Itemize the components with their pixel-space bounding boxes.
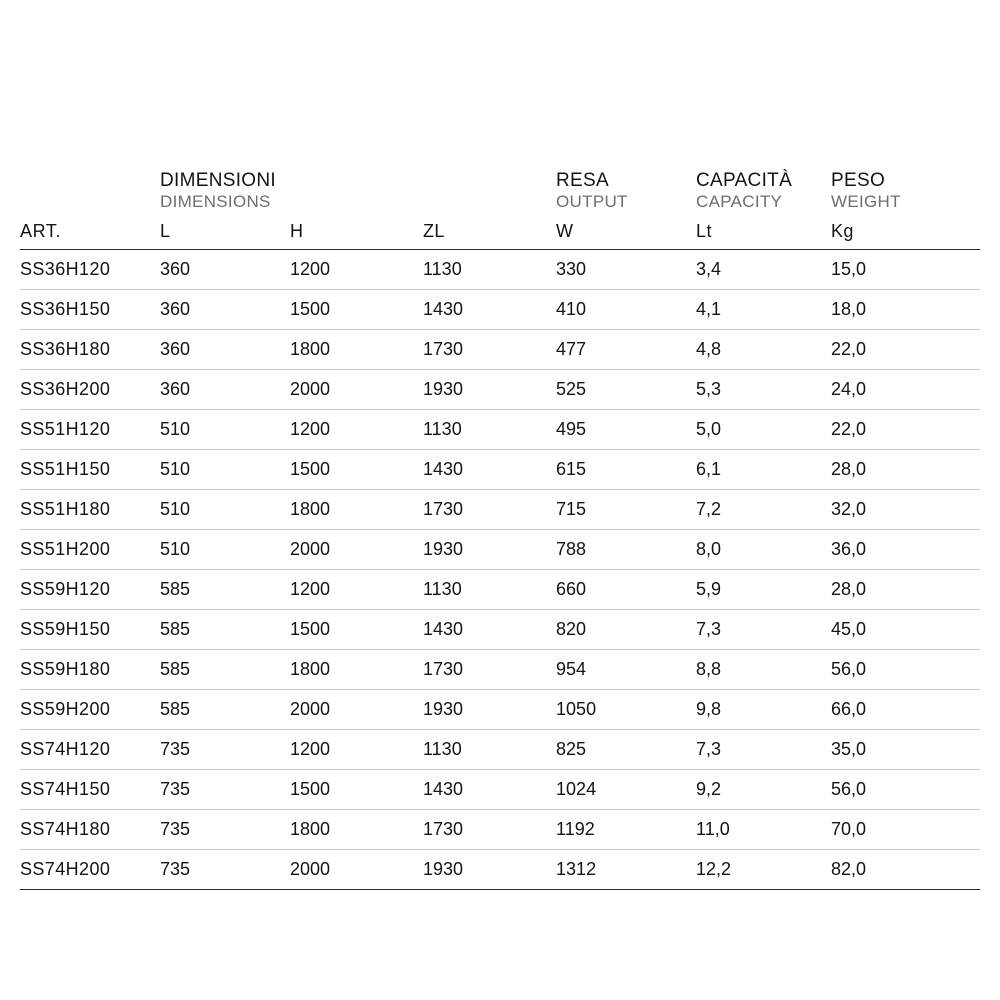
cell-h: 1800 <box>290 810 423 850</box>
cell-kg: 28,0 <box>831 570 980 610</box>
cell-l: 510 <box>160 450 290 490</box>
cell-lt: 4,1 <box>696 290 831 330</box>
group-header-dimensions-en: DIMENSIONS <box>160 191 271 211</box>
cell-art: SS59H120 <box>20 570 160 610</box>
cell-art: SS74H180 <box>20 810 160 850</box>
cell-lt: 3,4 <box>696 250 831 290</box>
column-header-zl: ZL <box>423 215 556 250</box>
cell-art: SS51H180 <box>20 490 160 530</box>
column-header-h: H <box>290 215 423 250</box>
cell-zl: 1430 <box>423 450 556 490</box>
cell-lt: 8,8 <box>696 650 831 690</box>
table-row <box>20 730 980 770</box>
column-header-w: W <box>556 215 696 250</box>
cell-h: 2000 <box>290 530 423 570</box>
cell-art: SS51H120 <box>20 410 160 450</box>
cell-l: 585 <box>160 690 290 730</box>
group-header-output-en: OUTPUT <box>556 191 628 211</box>
cell-zl: 1930 <box>423 370 556 410</box>
cell-l: 360 <box>160 370 290 410</box>
cell-zl: 1130 <box>423 250 556 290</box>
cell-zl: 1130 <box>423 570 556 610</box>
cell-kg: 70,0 <box>831 810 980 850</box>
group-header-weight-it: PESO <box>831 170 886 191</box>
cell-art: SS51H150 <box>20 450 160 490</box>
group-header-capacity <box>696 170 831 215</box>
cell-w: 410 <box>556 290 696 330</box>
cell-h: 1200 <box>290 730 423 770</box>
cell-l: 585 <box>160 650 290 690</box>
cell-art: SS74H200 <box>20 850 160 890</box>
cell-lt: 7,2 <box>696 490 831 530</box>
table-row <box>20 530 980 570</box>
cell-l: 585 <box>160 610 290 650</box>
cell-lt: 12,2 <box>696 850 831 890</box>
cell-l: 360 <box>160 250 290 290</box>
cell-kg: 82,0 <box>831 850 980 890</box>
cell-kg: 66,0 <box>831 690 980 730</box>
cell-h: 1800 <box>290 330 423 370</box>
cell-lt: 4,8 <box>696 330 831 370</box>
cell-w: 1312 <box>556 850 696 890</box>
group-header-output <box>556 170 696 215</box>
cell-l: 510 <box>160 490 290 530</box>
cell-h: 1200 <box>290 570 423 610</box>
cell-l: 735 <box>160 850 290 890</box>
table-row <box>20 330 980 370</box>
cell-kg: 22,0 <box>831 330 980 370</box>
cell-kg: 18,0 <box>831 290 980 330</box>
cell-art: SS51H200 <box>20 530 160 570</box>
cell-art: SS74H150 <box>20 770 160 810</box>
cell-art: SS36H200 <box>20 370 160 410</box>
cell-h: 2000 <box>290 690 423 730</box>
cell-lt: 5,3 <box>696 370 831 410</box>
cell-h: 1200 <box>290 250 423 290</box>
cell-zl: 1730 <box>423 490 556 530</box>
cell-w: 1192 <box>556 810 696 850</box>
cell-zl: 1730 <box>423 650 556 690</box>
table-row <box>20 370 980 410</box>
cell-zl: 1430 <box>423 610 556 650</box>
cell-zl: 1130 <box>423 410 556 450</box>
cell-lt: 6,1 <box>696 450 831 490</box>
cell-w: 954 <box>556 650 696 690</box>
cell-art: SS59H200 <box>20 690 160 730</box>
cell-w: 825 <box>556 730 696 770</box>
cell-l: 510 <box>160 410 290 450</box>
table-row <box>20 410 980 450</box>
cell-lt: 5,9 <box>696 570 831 610</box>
cell-w: 660 <box>556 570 696 610</box>
group-header-weight <box>831 170 980 215</box>
group-header-dimensions-it: DIMENSIONI <box>160 170 276 191</box>
table-body <box>20 250 980 890</box>
cell-h: 1500 <box>290 450 423 490</box>
column-header-l: L <box>160 215 290 250</box>
cell-w: 715 <box>556 490 696 530</box>
column-header-kg: Kg <box>831 215 980 250</box>
cell-zl: 1730 <box>423 810 556 850</box>
table-row <box>20 650 980 690</box>
cell-lt: 9,8 <box>696 690 831 730</box>
cell-lt: 7,3 <box>696 730 831 770</box>
table-row <box>20 850 980 890</box>
cell-zl: 1430 <box>423 770 556 810</box>
cell-kg: 32,0 <box>831 490 980 530</box>
cell-zl: 1730 <box>423 330 556 370</box>
cell-lt: 9,2 <box>696 770 831 810</box>
cell-h: 2000 <box>290 370 423 410</box>
cell-w: 820 <box>556 610 696 650</box>
table-row <box>20 490 980 530</box>
cell-l: 510 <box>160 530 290 570</box>
cell-kg: 56,0 <box>831 650 980 690</box>
cell-zl: 1430 <box>423 290 556 330</box>
group-header-row <box>20 170 980 215</box>
cell-art: SS36H150 <box>20 290 160 330</box>
cell-kg: 56,0 <box>831 770 980 810</box>
cell-kg: 15,0 <box>831 250 980 290</box>
group-header-dimensions <box>160 170 556 215</box>
cell-art: SS59H150 <box>20 610 160 650</box>
group-header-output-it: RESA <box>556 170 609 191</box>
table-row <box>20 570 980 610</box>
column-header-lt: Lt <box>696 215 831 250</box>
cell-h: 2000 <box>290 850 423 890</box>
cell-l: 735 <box>160 770 290 810</box>
cell-w: 788 <box>556 530 696 570</box>
group-header-capacity-en: CAPACITY <box>696 191 783 211</box>
cell-w: 477 <box>556 330 696 370</box>
cell-l: 360 <box>160 330 290 370</box>
table-row <box>20 610 980 650</box>
cell-l: 735 <box>160 730 290 770</box>
cell-kg: 36,0 <box>831 530 980 570</box>
group-header-capacity-it: CAPACITÀ <box>696 170 793 191</box>
cell-h: 1500 <box>290 610 423 650</box>
cell-zl: 1930 <box>423 690 556 730</box>
cell-w: 495 <box>556 410 696 450</box>
table-row <box>20 770 980 810</box>
cell-h: 1800 <box>290 490 423 530</box>
cell-art: SS59H180 <box>20 650 160 690</box>
table-header <box>20 170 980 250</box>
cell-h: 1200 <box>290 410 423 450</box>
cell-zl: 1930 <box>423 530 556 570</box>
cell-kg: 35,0 <box>831 730 980 770</box>
table-row <box>20 290 980 330</box>
cell-lt: 11,0 <box>696 810 831 850</box>
cell-h: 1800 <box>290 650 423 690</box>
cell-zl: 1130 <box>423 730 556 770</box>
cell-l: 585 <box>160 570 290 610</box>
cell-w: 1050 <box>556 690 696 730</box>
group-header-weight-en: WEIGHT <box>831 191 901 211</box>
cell-h: 1500 <box>290 290 423 330</box>
cell-lt: 5,0 <box>696 410 831 450</box>
table-row <box>20 450 980 490</box>
cell-art: SS36H180 <box>20 330 160 370</box>
cell-w: 615 <box>556 450 696 490</box>
specifications-table <box>20 170 980 890</box>
cell-art: SS74H120 <box>20 730 160 770</box>
cell-l: 735 <box>160 810 290 850</box>
cell-zl: 1930 <box>423 850 556 890</box>
table-row <box>20 810 980 850</box>
column-header-row <box>20 215 980 250</box>
cell-l: 360 <box>160 290 290 330</box>
cell-lt: 8,0 <box>696 530 831 570</box>
table-row <box>20 250 980 290</box>
table-row <box>20 690 980 730</box>
cell-w: 525 <box>556 370 696 410</box>
cell-w: 330 <box>556 250 696 290</box>
cell-lt: 7,3 <box>696 610 831 650</box>
cell-kg: 28,0 <box>831 450 980 490</box>
cell-kg: 24,0 <box>831 370 980 410</box>
cell-kg: 22,0 <box>831 410 980 450</box>
cell-h: 1500 <box>290 770 423 810</box>
cell-kg: 45,0 <box>831 610 980 650</box>
cell-art: SS36H120 <box>20 250 160 290</box>
column-header-art: ART. <box>20 215 160 250</box>
cell-w: 1024 <box>556 770 696 810</box>
group-header-empty <box>20 170 160 215</box>
